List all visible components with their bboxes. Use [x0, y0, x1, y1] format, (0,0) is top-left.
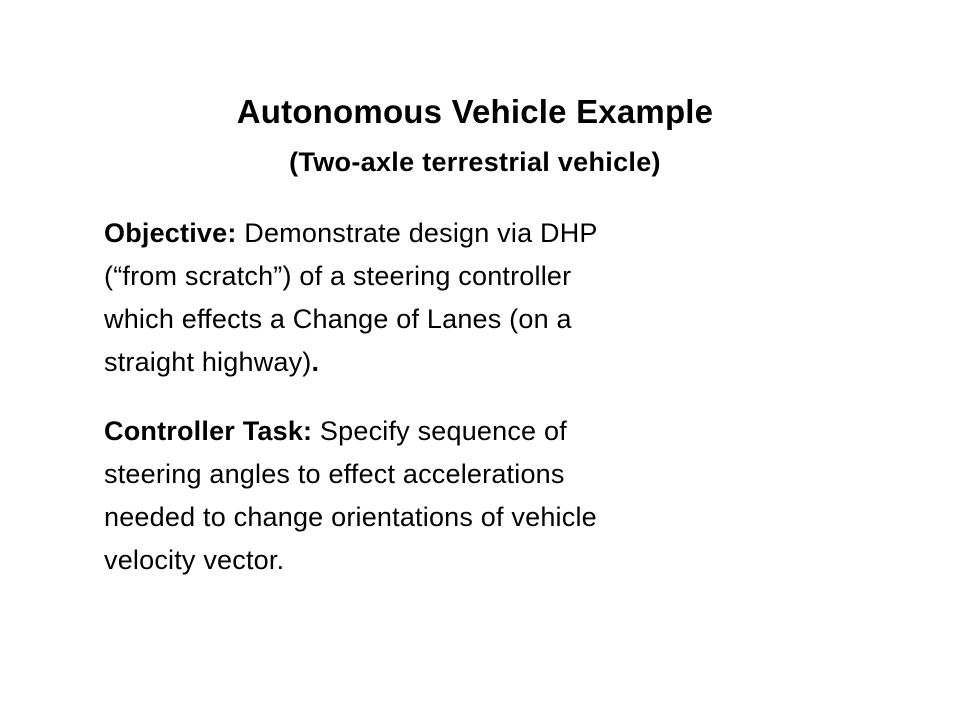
objective-text-4: straight highway): [104, 347, 312, 377]
task-line-1: [104, 410, 804, 453]
objective-line-4: [104, 341, 804, 384]
task-line-3: needed to change orientations of vehicle: [104, 502, 597, 532]
objective-label: Objective:: [104, 218, 237, 248]
slide-subtitle: (Two-axle terrestrial vehicle): [289, 147, 661, 177]
objective-line-3: which effects a Change of Lanes (on a: [104, 304, 572, 334]
task-text-1: Specify sequence of: [312, 416, 567, 446]
objective-end-mark: .: [311, 347, 320, 377]
controller-task-paragraph: [104, 410, 804, 582]
slide-title: Autonomous Vehicle Example: [236, 93, 714, 130]
objective-text-1: Demonstrate design via DHP: [236, 218, 598, 248]
task-label: Controller Task:: [104, 416, 313, 446]
objective-paragraph: [104, 212, 804, 384]
task-line-2: steering angles to effect accelerations: [104, 459, 565, 489]
objective-line-2: (“from scratch”) of a steering controller: [104, 261, 572, 291]
task-line-4: velocity vector.: [104, 545, 285, 575]
objective-line-1: [104, 212, 804, 255]
